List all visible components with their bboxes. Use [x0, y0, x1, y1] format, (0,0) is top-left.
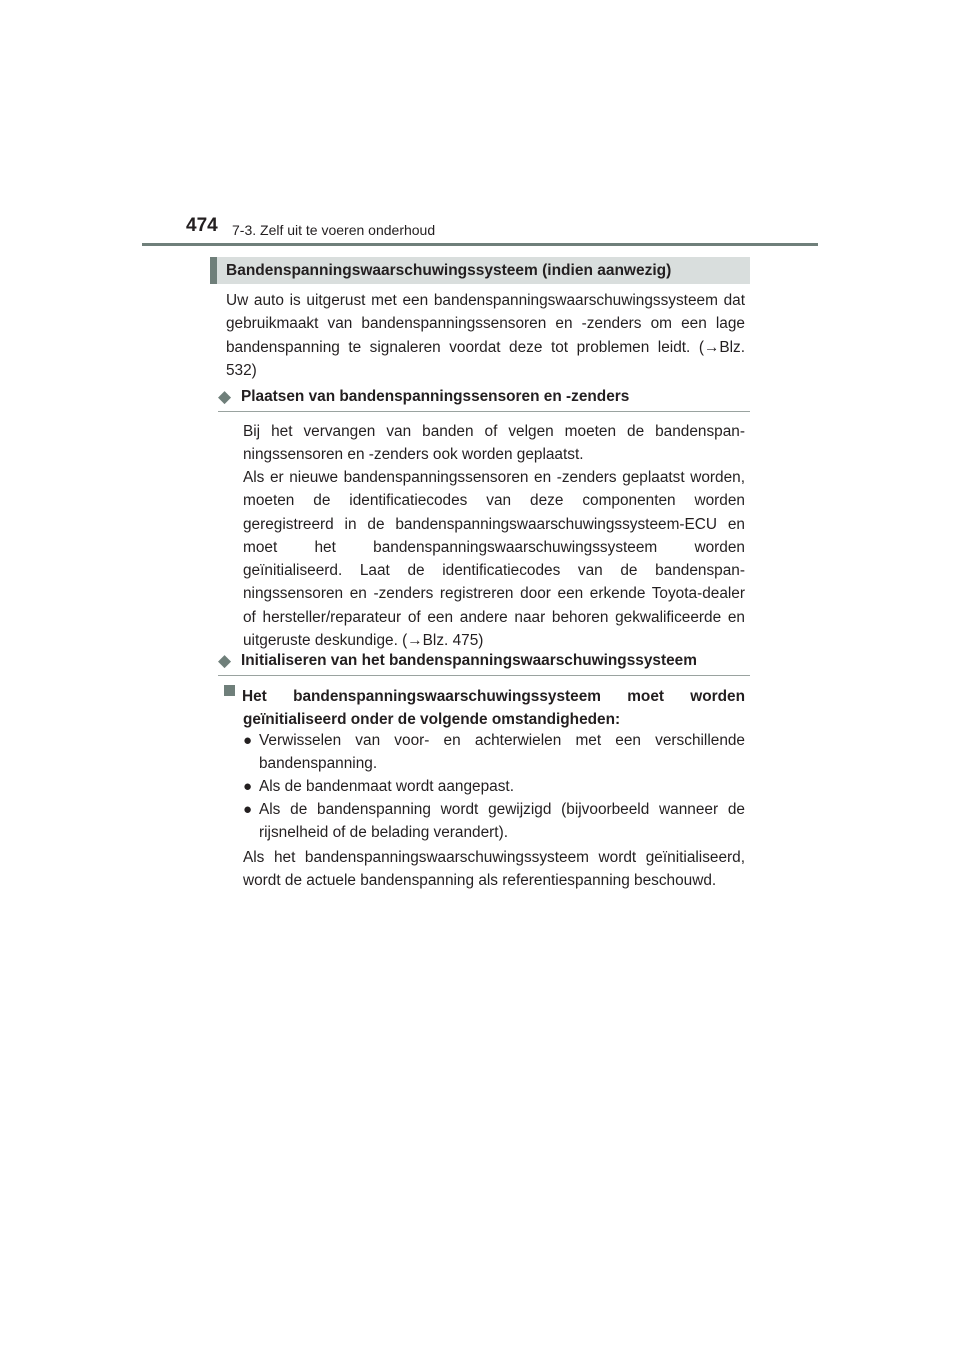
- chapter-title: 7-3. Zelf uit te voeren onderhoud: [232, 222, 436, 238]
- placement-paragraph-1: Bij het vervangen van banden of velgen moeten de bandenspanningssensoren en -zenders ook worden geplaatst.: [243, 423, 745, 464]
- condition-heading-line-1: Het bandenspanningswaarschuwingssysteem moet worden: [242, 688, 745, 705]
- subsection-heading-initialisation: [218, 650, 750, 676]
- square-bullet-icon: [224, 685, 235, 696]
- placement-paragraph-2: Als er nieuwe bandenspanningssensoren en -zenders geplaatst worden, moeten de identificatiecodes van deze componenten worden geregistreerd in de bandenspanningswaarschuwingssysteem-ECU en moet het bandenspanningswaarschuwingssysteem worden geïnitialiseerd. Laat de identificatiecodes van de bandenspanningssensoren en -zenders registreren door een erkende Toyota-dealer of hersteller/reparateur of een andere naar behoren gekwalificeerde en uitgeruste deskundige. (→Blz. 475): [243, 469, 745, 650]
- condition-heading-line-2: geïnitialiseerd onder de volgende omstandigheden:: [243, 711, 621, 729]
- list-item: [243, 798, 745, 845]
- list-item-text: Verwisselen van voor- en achterwielen met een verschillende bandenspanning.: [259, 732, 745, 773]
- list-item: [243, 729, 745, 776]
- list-item: [243, 775, 745, 798]
- section-title: Bandenspanningswaarschuwingssysteem (indien aanwezig): [226, 262, 672, 279]
- diamond-icon: ◆: [218, 387, 232, 406]
- header-rule: [142, 243, 818, 246]
- subsection-heading-placement: [218, 386, 750, 412]
- intro-paragraph: Uw auto is uitgerust met een bandenspanningswaarschuwingssysteem dat gebruikmaakt van bandenspanningssensoren en -zenders om een lage bandenspanning te signaleren voordat deze tot problemen leidt. (→Blz. 532): [226, 292, 745, 379]
- bullet-dot-icon: ●: [243, 778, 253, 795]
- section-banner: [210, 257, 750, 284]
- condition-heading: [224, 685, 745, 732]
- subsection-title: Initialiseren van het bandenspanningswaarschuwingssysteem: [241, 652, 697, 669]
- bullet-dot-icon: ●: [243, 801, 253, 818]
- subsection-title: Plaatsen van bandenspanningssensoren en -zenders: [241, 388, 630, 405]
- diamond-icon: ◆: [218, 651, 232, 670]
- closing-paragraph: Als het bandenspanningswaarschuwingssysteem wordt geïnitialiseerd, wordt de actuele bandenspanning als referentiespanning beschouwd.: [243, 849, 745, 890]
- bullet-dot-icon: ●: [243, 732, 253, 749]
- list-item-text: Als de bandenspanning wordt gewijzigd (bijvoorbeeld wanneer de rijsnelheid of de belading verandert).: [259, 801, 745, 842]
- list-item-text: Als de bandenmaat wordt aangepast.: [259, 778, 514, 795]
- page-number: 474: [186, 215, 218, 236]
